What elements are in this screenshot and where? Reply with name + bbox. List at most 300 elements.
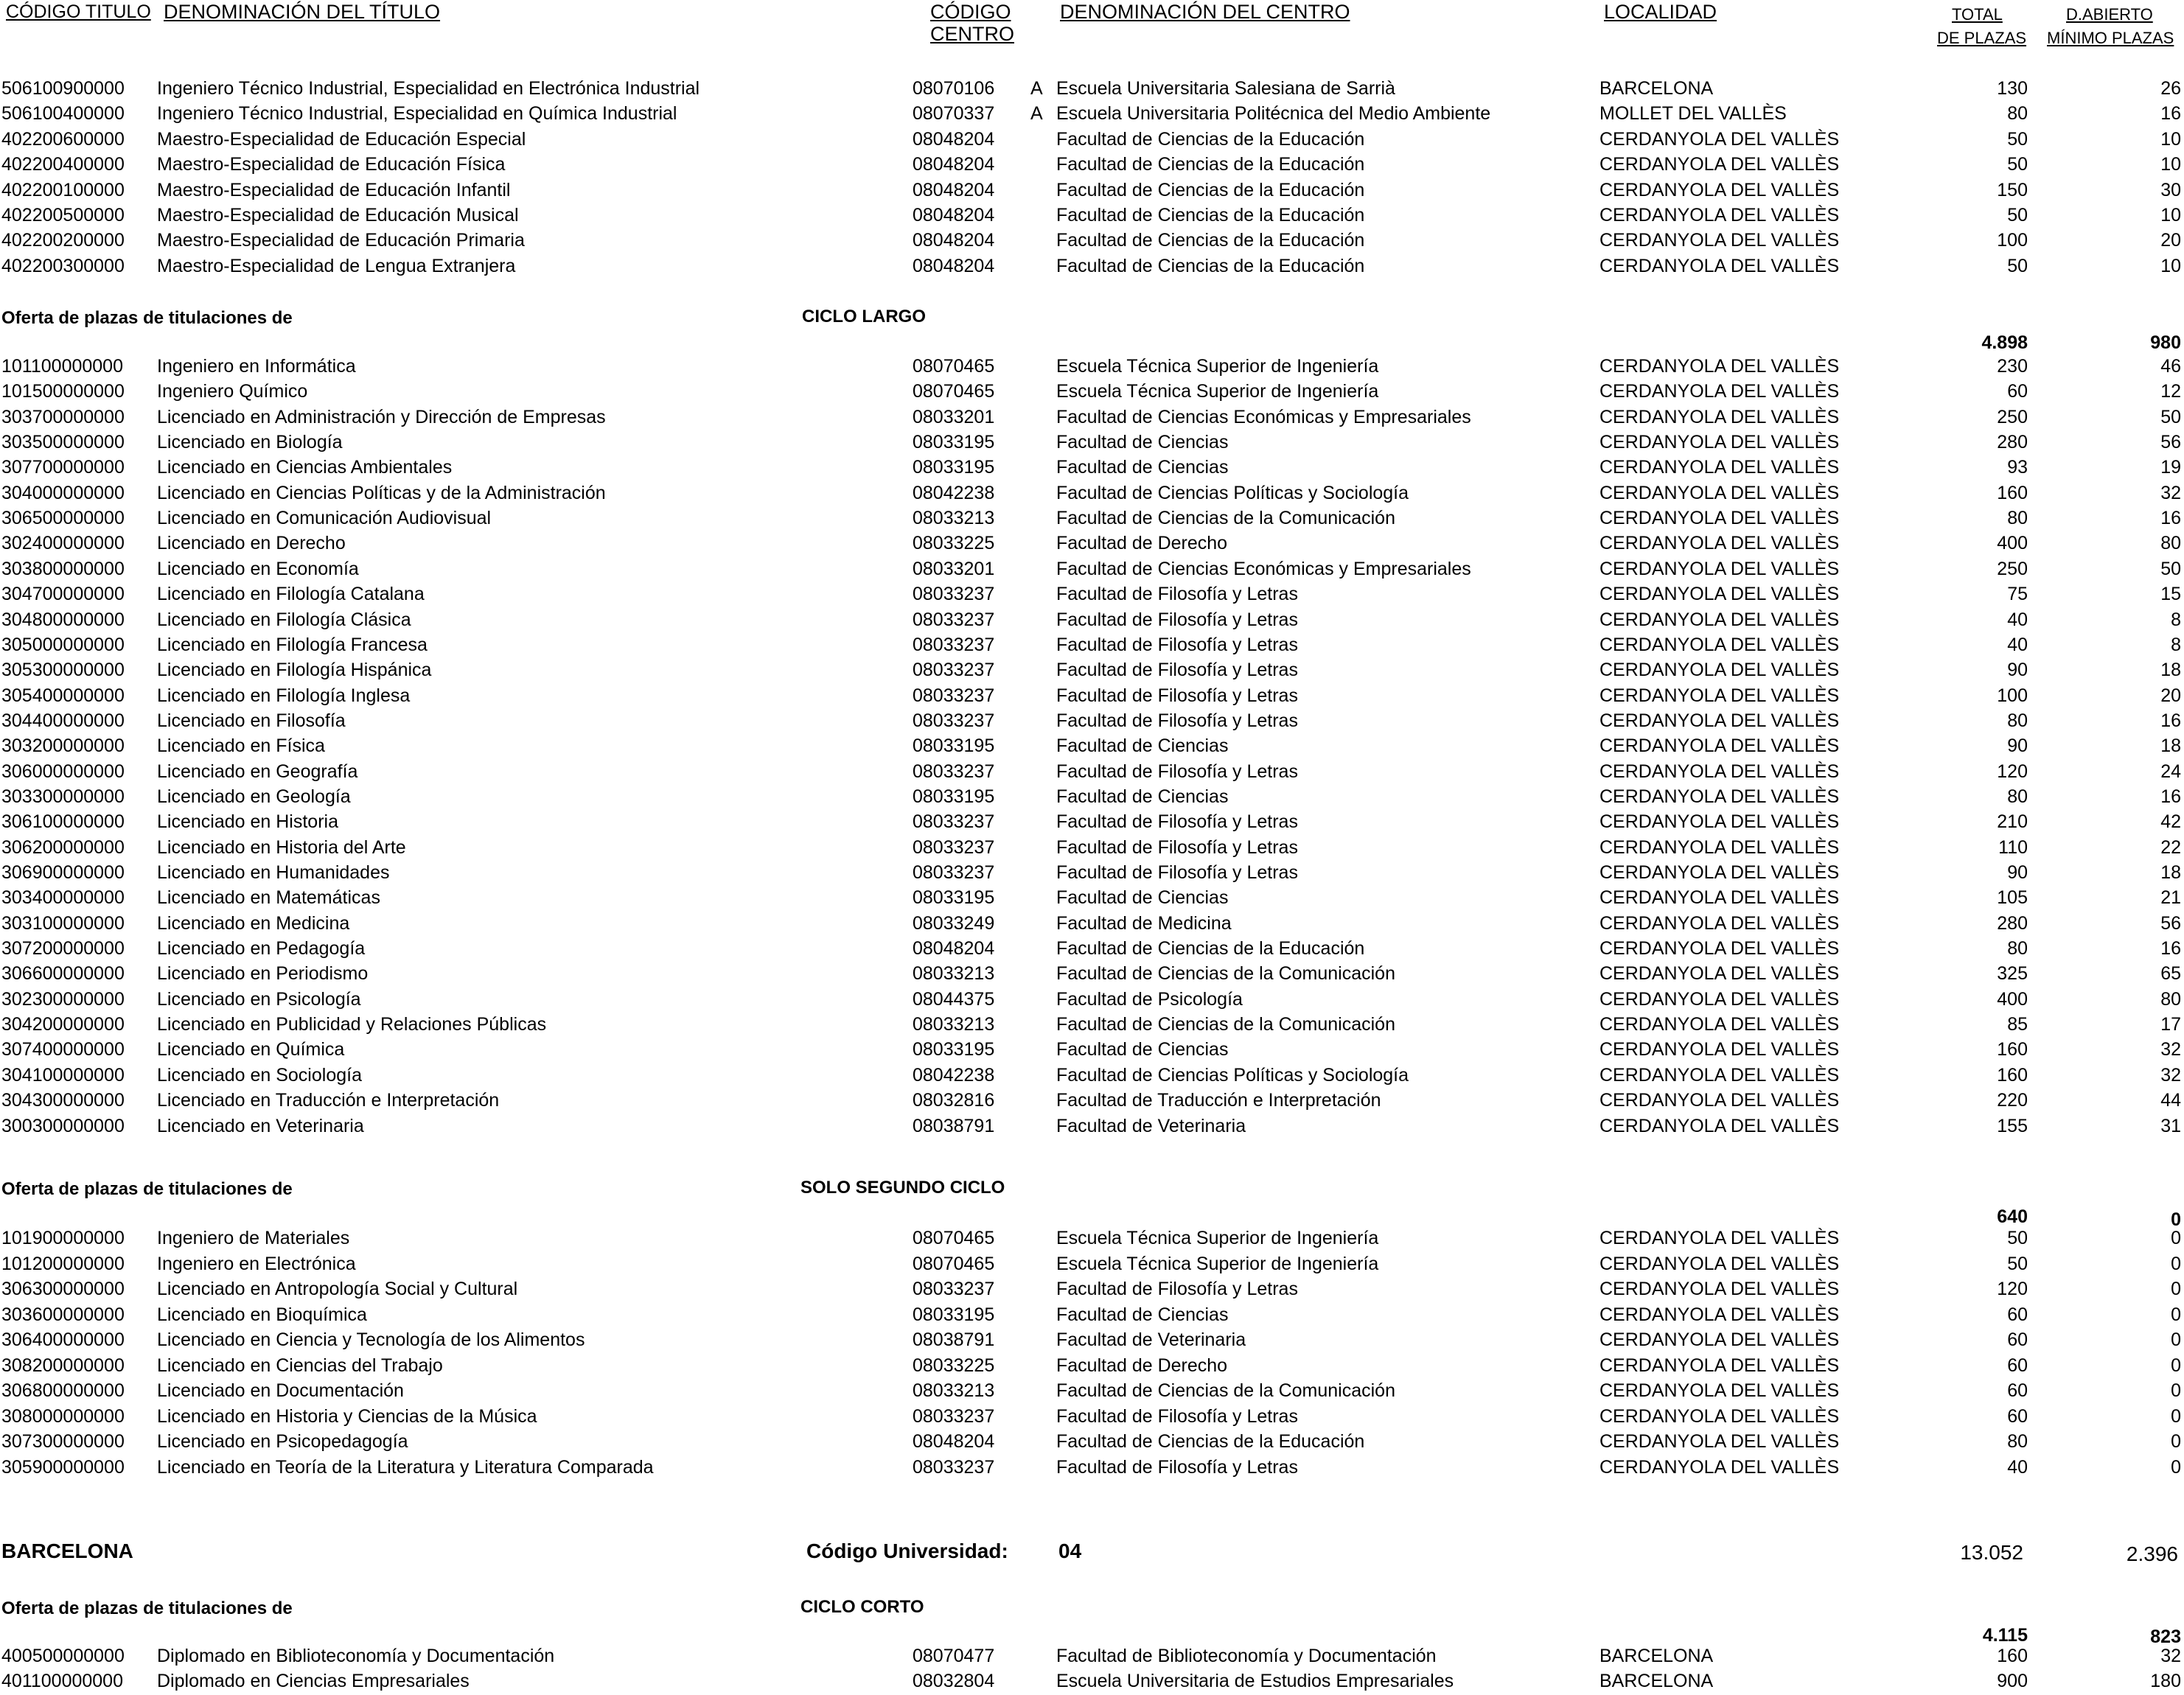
minimo-plazas: 32 xyxy=(2160,1646,2181,1666)
center-name: Facultad de Ciencias de la Educación xyxy=(1056,179,1365,200)
locality: CERDANYOLA DEL VALLÈS xyxy=(1599,154,1840,175)
locality: CERDANYOLA DEL VALLÈS xyxy=(1599,1431,1840,1452)
title-code: 402200100000 xyxy=(1,179,125,200)
table-row xyxy=(0,683,2184,708)
center-code: 08033225 xyxy=(913,1355,995,1376)
center-name: Escuela Técnica Superior de Ingeniería xyxy=(1056,381,1379,402)
table-row xyxy=(0,228,2184,253)
locality: CERDANYOLA DEL VALLÈS xyxy=(1599,558,1840,579)
locality: CERDANYOLA DEL VALLÈS xyxy=(1599,381,1840,402)
title-code: 506100400000 xyxy=(1,103,125,125)
locality: CERDANYOLA DEL VALLÈS xyxy=(1599,1279,1840,1299)
minimo-plazas: 80 xyxy=(2160,533,2181,554)
total-plazas: 150 xyxy=(1997,179,2028,200)
total-plazas: 130 xyxy=(1997,78,2028,99)
minimo-plazas: 8 xyxy=(2171,609,2181,630)
table-row xyxy=(0,254,2184,279)
section-c-min: 0 xyxy=(2171,1209,2181,1230)
locality: CERDANYOLA DEL VALLÈS xyxy=(1599,1014,1840,1035)
center-name: Facultad de Filosofía y Letras xyxy=(1056,836,1298,858)
table-row xyxy=(0,152,2184,177)
center-code: 08033195 xyxy=(913,887,995,909)
minimo-plazas: 10 xyxy=(2160,205,2181,226)
minimo-plazas: 0 xyxy=(2171,1456,2181,1478)
university-name: BARCELONA xyxy=(1,1540,133,1562)
title-code: 304200000000 xyxy=(1,1014,125,1035)
total-plazas: 400 xyxy=(1997,988,2028,1010)
locality: CERDANYOLA DEL VALLÈS xyxy=(1599,1355,1840,1376)
locality: CERDANYOLA DEL VALLÈS xyxy=(1599,786,1840,807)
title-name: Licenciado en Historia del Arte xyxy=(157,836,406,858)
locality: CERDANYOLA DEL VALLÈS xyxy=(1599,811,1840,833)
locality: CERDANYOLA DEL VALLÈS xyxy=(1599,432,1840,453)
title-code: 303400000000 xyxy=(1,887,125,909)
center-name: Escuela Técnica Superior de Ingeniería xyxy=(1056,1253,1379,1274)
table-row xyxy=(0,405,2184,430)
title-name: Licenciado en Ciencias Políticas y de la Administración xyxy=(157,482,606,503)
title-code: 307200000000 xyxy=(1,938,125,960)
center-name: Facultad de Ciencias Económicas y Empresariales xyxy=(1056,406,1471,427)
title-name: Ingeniero Técnico Industrial, Especialidad en Química Industrial xyxy=(157,103,677,125)
header-abierto-line2: MÍNIMO PLAZAS xyxy=(2047,29,2174,47)
total-plazas: 80 xyxy=(2007,103,2028,125)
minimo-plazas: 32 xyxy=(2160,1064,2181,1086)
total-plazas: 210 xyxy=(1997,811,2028,833)
center-name: Facultad de Ciencias de la Educación xyxy=(1056,938,1365,960)
center-name: Facultad de Ciencias de la Comunicación xyxy=(1056,1014,1395,1035)
center-code: 08042238 xyxy=(913,1064,995,1086)
locality: CERDANYOLA DEL VALLÈS xyxy=(1599,1380,1840,1401)
title-name: Licenciado en Economía xyxy=(157,558,359,579)
title-code: 304800000000 xyxy=(1,609,125,630)
center-code: 08033213 xyxy=(913,963,995,985)
title-code: 303700000000 xyxy=(1,406,125,427)
minimo-plazas: 26 xyxy=(2160,78,2181,99)
title-name: Licenciado en Filología Inglesa xyxy=(157,685,411,706)
locality: CERDANYOLA DEL VALLÈS xyxy=(1599,988,1840,1010)
minimo-plazas: 30 xyxy=(2160,179,2181,200)
center-code: 08033195 xyxy=(913,1039,995,1060)
table-row xyxy=(0,860,2184,885)
locality: CERDANYOLA DEL VALLÈS xyxy=(1599,179,1840,200)
table-row xyxy=(0,1276,2184,1301)
total-plazas: 105 xyxy=(1997,887,2028,909)
center-name: Facultad de Filosofía y Letras xyxy=(1056,710,1298,731)
minimo-plazas: 0 xyxy=(2171,1228,2181,1248)
section-d-label: Oferta de plazas de titulaciones de xyxy=(1,1598,293,1618)
total-plazas: 90 xyxy=(2007,735,2028,757)
title-code: 303600000000 xyxy=(1,1304,125,1325)
university-min: 2.396 xyxy=(2126,1542,2178,1565)
center-name: Facultad de Filosofía y Letras xyxy=(1056,1456,1298,1478)
minimo-plazas: 16 xyxy=(2160,786,2181,807)
header-codigo-centro-line1: CÓDIGO xyxy=(930,1,1011,23)
table-row xyxy=(0,1429,2184,1454)
total-plazas: 50 xyxy=(2007,154,2028,175)
total-plazas: 50 xyxy=(2007,1253,2028,1274)
minimo-plazas: 16 xyxy=(2160,508,2181,529)
minimo-plazas: 65 xyxy=(2160,963,2181,985)
table-row xyxy=(0,1251,2184,1276)
title-name: Licenciado en Filología Clásica xyxy=(157,609,411,630)
title-code: 402200300000 xyxy=(1,255,125,276)
section-c-label: Oferta de plazas de titulaciones de xyxy=(1,1179,293,1199)
center-code: 08048204 xyxy=(913,154,995,175)
center-code: 08033249 xyxy=(913,912,995,934)
center-name: Facultad de Filosofía y Letras xyxy=(1056,862,1298,883)
title-name: Licenciado en Ciencias Ambientales xyxy=(157,457,453,478)
center-code: 08048204 xyxy=(913,128,995,150)
center-code: 08042238 xyxy=(913,482,995,503)
table-row xyxy=(0,607,2184,632)
center-code: 08033237 xyxy=(913,1405,995,1427)
locality: CERDANYOLA DEL VALLÈS xyxy=(1599,710,1840,731)
title-code: 304100000000 xyxy=(1,1064,125,1086)
center-code: 08033225 xyxy=(913,533,995,554)
title-name: Licenciado en Humanidades xyxy=(157,862,390,883)
section-c-cycle: SOLO SEGUNDO CICLO xyxy=(800,1178,1005,1198)
title-name: Licenciado en Publicidad y Relaciones Públicas xyxy=(157,1014,547,1035)
table-row xyxy=(0,455,2184,480)
center-name: Facultad de Filosofía y Letras xyxy=(1056,584,1298,605)
center-code: 08070337 xyxy=(913,103,995,125)
title-code: 305400000000 xyxy=(1,685,125,706)
title-code: 400500000000 xyxy=(1,1646,125,1666)
center-name: Facultad de Filosofía y Letras xyxy=(1056,761,1298,782)
minimo-plazas: 16 xyxy=(2160,710,2181,731)
title-code: 300300000000 xyxy=(1,1115,125,1136)
title-name: Licenciado en Filología Francesa xyxy=(157,634,428,655)
title-name: Licenciado en Administración y Dirección de Empresas xyxy=(157,406,606,427)
total-plazas: 80 xyxy=(2007,786,2028,807)
minimo-plazas: 10 xyxy=(2160,128,2181,150)
table-row xyxy=(0,1668,2184,1694)
center-code: 08070477 xyxy=(913,1646,995,1666)
center-code: 08033195 xyxy=(913,1304,995,1325)
center-code: 08033237 xyxy=(913,862,995,883)
total-plazas: 120 xyxy=(1997,1279,2028,1299)
title-name: Licenciado en Derecho xyxy=(157,533,346,554)
table-row xyxy=(0,556,2184,581)
locality: BARCELONA xyxy=(1599,1671,1714,1691)
center-name: Facultad de Ciencias Políticas y Sociología xyxy=(1056,482,1409,503)
center-name: Facultad de Ciencias xyxy=(1056,457,1229,478)
total-plazas: 400 xyxy=(1997,533,2028,554)
center-code: 08033237 xyxy=(913,836,995,858)
locality: CERDANYOLA DEL VALLÈS xyxy=(1599,912,1840,934)
minimo-plazas: 180 xyxy=(2150,1671,2181,1691)
table-row xyxy=(0,76,2184,101)
total-plazas: 85 xyxy=(2007,1014,2028,1035)
center-code: 08032816 xyxy=(913,1090,995,1111)
total-plazas: 50 xyxy=(2007,128,2028,150)
locality: CERDANYOLA DEL VALLÈS xyxy=(1599,963,1840,985)
minimo-plazas: 32 xyxy=(2160,1039,2181,1060)
table-row xyxy=(0,1353,2184,1378)
center-code: 08033195 xyxy=(913,432,995,453)
title-name: Maestro-Especialidad de Lengua Extranjera xyxy=(157,255,516,276)
table-row xyxy=(0,203,2184,228)
title-name: Licenciado en Geografía xyxy=(157,761,358,782)
center-name: Facultad de Biblioteconomía y Documentación xyxy=(1056,1646,1437,1666)
title-name: Maestro-Especialidad de Educación Infantil xyxy=(157,179,511,200)
center-name: Facultad de Ciencias de la Educación xyxy=(1056,255,1365,276)
total-plazas: 93 xyxy=(2007,457,2028,478)
total-plazas: 60 xyxy=(2007,1380,2028,1401)
locality: CERDANYOLA DEL VALLÈS xyxy=(1599,1456,1840,1478)
section-d-total: 4.115 xyxy=(1982,1625,2028,1646)
title-code: 306300000000 xyxy=(1,1279,125,1299)
center-name: Facultad de Ciencias de la Educación xyxy=(1056,154,1365,175)
center-code: 08044375 xyxy=(913,988,995,1010)
locality: CERDANYOLA DEL VALLÈS xyxy=(1599,1304,1840,1325)
total-plazas: 160 xyxy=(1997,1646,2028,1666)
section-c-total: 640 xyxy=(1997,1206,2028,1227)
minimo-plazas: 21 xyxy=(2160,887,2181,909)
title-code: 402200400000 xyxy=(1,154,125,175)
center-name: Facultad de Filosofía y Letras xyxy=(1056,1405,1298,1427)
minimo-plazas: 42 xyxy=(2160,811,2181,833)
minimo-plazas: 50 xyxy=(2160,558,2181,579)
locality: CERDANYOLA DEL VALLÈS xyxy=(1599,887,1840,909)
table-row xyxy=(0,936,2184,961)
title-code: 306100000000 xyxy=(1,811,125,833)
title-code: 304000000000 xyxy=(1,482,125,503)
title-name: Licenciado en Matemáticas xyxy=(157,887,380,909)
title-name: Licenciado en Pedagogía xyxy=(157,938,366,960)
total-plazas: 60 xyxy=(2007,381,2028,402)
title-code: 302400000000 xyxy=(1,533,125,554)
table-row xyxy=(0,708,2184,733)
center-code: 08048204 xyxy=(913,255,995,276)
center-name: Facultad de Derecho xyxy=(1056,1355,1228,1376)
total-plazas: 80 xyxy=(2007,508,2028,529)
center-code: 08033201 xyxy=(913,558,995,579)
university-code-label: Código Universidad: xyxy=(806,1540,1008,1562)
center-flag: A xyxy=(1030,78,1043,99)
minimo-plazas: 0 xyxy=(2171,1304,2181,1325)
title-name: Licenciado en Comunicación Audiovisual xyxy=(157,508,492,529)
title-code: 401100000000 xyxy=(1,1671,123,1691)
minimo-plazas: 56 xyxy=(2160,912,2181,934)
title-code: 303200000000 xyxy=(1,735,125,757)
total-plazas: 40 xyxy=(2007,609,2028,630)
title-code: 305300000000 xyxy=(1,660,125,681)
center-code: 08048204 xyxy=(913,205,995,226)
locality: CERDANYOLA DEL VALLÈS xyxy=(1599,482,1840,503)
title-name: Licenciado en Medicina xyxy=(157,912,350,934)
minimo-plazas: 22 xyxy=(2160,836,2181,858)
center-code: 08033237 xyxy=(913,584,995,605)
minimo-plazas: 50 xyxy=(2160,406,2181,427)
table-row xyxy=(0,1327,2184,1352)
table-row xyxy=(0,961,2184,986)
center-name: Facultad de Medicina xyxy=(1056,912,1232,934)
table-row xyxy=(0,101,2184,126)
title-code: 306400000000 xyxy=(1,1329,125,1350)
total-plazas: 220 xyxy=(1997,1090,2028,1111)
university-code: 04 xyxy=(1058,1540,1082,1562)
title-name: Maestro-Especialidad de Educación Física xyxy=(157,154,506,175)
minimo-plazas: 44 xyxy=(2160,1090,2181,1111)
locality: MOLLET DEL VALLÈS xyxy=(1599,103,1787,125)
center-name: Facultad de Ciencias de la Educación xyxy=(1056,1431,1365,1452)
title-name: Licenciado en Bioquímica xyxy=(157,1304,367,1325)
minimo-plazas: 80 xyxy=(2160,988,2181,1010)
section-d-cycle: CICLO CORTO xyxy=(800,1597,924,1617)
title-name: Maestro-Especialidad de Educación Primaria xyxy=(157,230,525,251)
center-code: 08070465 xyxy=(913,1253,995,1274)
center-flag: A xyxy=(1030,103,1043,125)
table-row xyxy=(0,632,2184,657)
center-name: Facultad de Filosofía y Letras xyxy=(1056,1279,1298,1299)
total-plazas: 50 xyxy=(2007,1228,2028,1248)
center-code: 08070465 xyxy=(913,1228,995,1248)
center-name: Facultad de Ciencias xyxy=(1056,786,1229,807)
title-code: 306200000000 xyxy=(1,836,125,858)
table-row xyxy=(0,911,2184,936)
locality: CERDANYOLA DEL VALLÈS xyxy=(1599,205,1840,226)
locality: CERDANYOLA DEL VALLÈS xyxy=(1599,1039,1840,1060)
minimo-plazas: 17 xyxy=(2160,1014,2181,1035)
title-code: 304700000000 xyxy=(1,584,125,605)
title-name: Licenciado en Psicología xyxy=(157,988,361,1010)
total-plazas: 250 xyxy=(1997,558,2028,579)
center-code: 08033213 xyxy=(913,1014,995,1035)
center-code: 08033195 xyxy=(913,786,995,807)
total-plazas: 120 xyxy=(1997,761,2028,782)
table-row xyxy=(0,1302,2184,1327)
center-name: Escuela Técnica Superior de Ingeniería xyxy=(1056,356,1379,377)
center-name: Facultad de Veterinaria xyxy=(1056,1329,1246,1350)
locality: BARCELONA xyxy=(1599,78,1714,99)
title-code: 402200600000 xyxy=(1,128,125,150)
center-code: 08033201 xyxy=(913,406,995,427)
header-denominacion-titulo: DENOMINACIÓN DEL TÍTULO xyxy=(164,1,441,23)
table-row xyxy=(0,1455,2184,1480)
locality: BARCELONA xyxy=(1599,1646,1714,1666)
total-plazas: 40 xyxy=(2007,634,2028,655)
table-row xyxy=(0,354,2184,379)
title-code: 101900000000 xyxy=(1,1228,125,1248)
title-name: Licenciado en Filosofía xyxy=(157,710,346,731)
table-row xyxy=(0,987,2184,1012)
section-b-cycle: CICLO LARGO xyxy=(802,307,926,326)
title-name: Licenciado en Geología xyxy=(157,786,351,807)
center-name: Facultad de Ciencias xyxy=(1056,1304,1229,1325)
total-plazas: 60 xyxy=(2007,1304,2028,1325)
title-name: Licenciado en Teoría de la Literatura y Literatura Comparada xyxy=(157,1456,654,1478)
center-name: Facultad de Ciencias de la Educación xyxy=(1056,230,1365,251)
locality: CERDANYOLA DEL VALLÈS xyxy=(1599,836,1840,858)
table-row xyxy=(0,1063,2184,1088)
locality: CERDANYOLA DEL VALLÈS xyxy=(1599,356,1840,377)
total-plazas: 60 xyxy=(2007,1329,2028,1350)
minimo-plazas: 20 xyxy=(2160,685,2181,706)
title-code: 303100000000 xyxy=(1,912,125,934)
locality: CERDANYOLA DEL VALLÈS xyxy=(1599,1329,1840,1350)
total-plazas: 40 xyxy=(2007,1456,2028,1478)
total-plazas: 325 xyxy=(1997,963,2028,985)
center-code: 08033213 xyxy=(913,508,995,529)
title-name: Licenciado en Historia xyxy=(157,811,338,833)
minimo-plazas: 16 xyxy=(2160,938,2181,960)
table-row xyxy=(0,506,2184,531)
section-b-total: 4.898 xyxy=(1981,332,2028,353)
locality: CERDANYOLA DEL VALLÈS xyxy=(1599,761,1840,782)
table-row xyxy=(0,531,2184,556)
title-name: Maestro-Especialidad de Educación Musical xyxy=(157,205,519,226)
center-code: 08033195 xyxy=(913,735,995,757)
header-codigo-titulo: CÓDIGO TITULO xyxy=(6,1,151,22)
locality: CERDANYOLA DEL VALLÈS xyxy=(1599,457,1840,478)
total-plazas: 60 xyxy=(2007,1355,2028,1376)
title-name: Ingeniero de Materiales xyxy=(157,1228,350,1248)
locality: CERDANYOLA DEL VALLÈS xyxy=(1599,634,1840,655)
minimo-plazas: 0 xyxy=(2171,1380,2181,1401)
minimo-plazas: 8 xyxy=(2171,634,2181,655)
header-total-line2: DE PLAZAS xyxy=(1937,29,2027,47)
title-name: Ingeniero Técnico Industrial, Especialidad en Electrónica Industrial xyxy=(157,78,700,99)
title-name: Licenciado en Documentación xyxy=(157,1380,404,1401)
locality: CERDANYOLA DEL VALLÈS xyxy=(1599,1228,1840,1248)
title-name: Licenciado en Sociología xyxy=(157,1064,362,1086)
title-name: Ingeniero Químico xyxy=(157,381,308,402)
total-plazas: 250 xyxy=(1997,406,2028,427)
minimo-plazas: 16 xyxy=(2160,103,2181,125)
center-code: 08048204 xyxy=(913,1431,995,1452)
center-code: 08033237 xyxy=(913,609,995,630)
total-plazas: 100 xyxy=(1997,230,2028,251)
total-plazas: 110 xyxy=(1998,836,2028,858)
table-row xyxy=(0,1088,2184,1113)
center-name: Facultad de Ciencias de la Comunicación xyxy=(1056,963,1395,985)
title-code: 506100900000 xyxy=(1,78,125,99)
center-code: 08048204 xyxy=(913,230,995,251)
center-code: 08033237 xyxy=(913,811,995,833)
center-code: 08048204 xyxy=(913,938,995,960)
locality: CERDANYOLA DEL VALLÈS xyxy=(1599,255,1840,276)
table-row xyxy=(0,885,2184,910)
locality: CERDANYOLA DEL VALLÈS xyxy=(1599,1090,1840,1111)
title-name: Ingeniero en Electrónica xyxy=(157,1253,356,1274)
center-name: Facultad de Ciencias xyxy=(1056,1039,1229,1060)
title-code: 306800000000 xyxy=(1,1380,125,1401)
title-name: Licenciado en Biología xyxy=(157,432,343,453)
table-row xyxy=(0,1037,2184,1062)
total-plazas: 50 xyxy=(2007,205,2028,226)
center-name: Facultad de Filosofía y Letras xyxy=(1056,685,1298,706)
total-plazas: 90 xyxy=(2007,862,2028,883)
center-name: Facultad de Filosofía y Letras xyxy=(1056,634,1298,655)
title-name: Licenciado en Ciencias del Trabajo xyxy=(157,1355,443,1376)
table-row xyxy=(0,1404,2184,1429)
center-code: 08033237 xyxy=(913,1279,995,1299)
center-code: 08038791 xyxy=(913,1329,995,1350)
table-row xyxy=(0,733,2184,758)
locality: CERDANYOLA DEL VALLÈS xyxy=(1599,1253,1840,1274)
center-code: 08033237 xyxy=(913,685,995,706)
title-name: Licenciado en Ciencia y Tecnología de los Alimentos xyxy=(157,1329,585,1350)
center-name: Facultad de Ciencias de la Comunicación xyxy=(1056,508,1395,529)
header-codigo-centro-line2: CENTRO xyxy=(930,23,1014,45)
title-code: 306000000000 xyxy=(1,761,125,782)
center-name: Facultad de Ciencias Económicas y Empresariales xyxy=(1056,558,1471,579)
center-name: Facultad de Ciencias de la Comunicación xyxy=(1056,1380,1395,1401)
center-name: Facultad de Ciencias xyxy=(1056,887,1229,909)
total-plazas: 80 xyxy=(2007,938,2028,960)
center-name: Facultad de Psicología xyxy=(1056,988,1243,1010)
